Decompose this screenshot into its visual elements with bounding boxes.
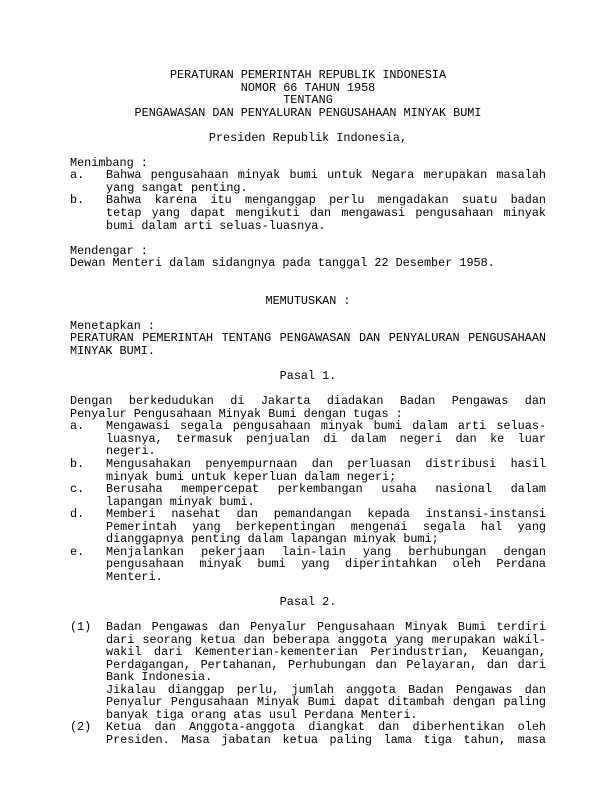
line-text: Berusaha mempercepat perkembangan usaha nasional dalam <box>106 482 546 497</box>
line-text: Ketua dan Anggota-anggota diangkat dan diberhentikan oleh <box>106 720 546 735</box>
line-text: negeri. <box>106 444 156 459</box>
list-label: b. <box>70 193 85 208</box>
line-text: PERATURAN PEMERINTAH TENTANG PENGAWASAN DAN PENYALURAN PENGUSAHAAN <box>70 331 546 346</box>
line-text: PERATURAN PEMERINTAH REPUBLIK INDONESIA <box>169 68 447 82</box>
line-text: wakil dari Kementerian-kementerian Perindustrian, Keuangan, <box>106 645 546 660</box>
blank-line <box>70 144 546 157</box>
line-text: Presiden Republik Indonesia, <box>208 130 408 145</box>
line-text: bumi dalam arti seluas-luasnya. <box>106 218 326 233</box>
line-text: Mengawasi segala pengusahaan minyak bumi dalam arti seluas- <box>106 419 546 434</box>
blank-line <box>70 270 546 283</box>
list-label: b. <box>70 456 85 471</box>
list-label: e. <box>70 544 85 559</box>
line-text: Bahwa karena itu menganggap perlu mengadakan suatu badan <box>106 193 546 208</box>
line-text: MINYAK BUMI. <box>70 344 155 359</box>
line-text: Pemerintah yang berkepentingan mengenai segala hal yang <box>106 519 546 534</box>
text-line <box>70 734 546 747</box>
line-text: Perdagangan, Pertahanan, Perhubungan dan Pelayaran, dan dari <box>106 657 546 672</box>
text-line <box>70 508 546 521</box>
line-text: luasnya, termasuk penjualan di dalam negeri dan ke luar <box>106 431 546 446</box>
line-text: Pasal 2. <box>279 594 337 609</box>
list-label: a. <box>70 168 85 183</box>
blank-line <box>70 119 546 132</box>
line-text: Badan Pengawas dan Penyalur Pengusahaan Minyak Bumi terdiri <box>106 620 546 635</box>
list-label: (2) <box>70 720 92 735</box>
text-line <box>70 483 546 496</box>
line-text: MEMUTUSKAN : <box>265 293 351 308</box>
text-line <box>70 621 546 634</box>
line-text: Bahwa pengusahaan minyak bumi untuk Negara merupakan masalah <box>106 168 546 183</box>
line-text: Pasal 1. <box>279 369 337 384</box>
heading-line <box>70 107 546 120</box>
line-text: Mendengar : <box>70 243 148 258</box>
text-line <box>70 671 546 684</box>
line-text: Menimbang : <box>70 155 148 170</box>
line-text: Menteri. <box>106 569 163 584</box>
line-text: Penyalur Pengusahaan Minyak Bumi dengan tugas : <box>70 406 403 421</box>
line-text: lapangan minyak bumi. <box>106 494 255 509</box>
line-text: Mengusahakan penyempurnaan dan perluasan distribusi hasil <box>106 456 546 471</box>
heading-line <box>70 69 546 82</box>
heading-line <box>70 132 546 145</box>
blank-line <box>70 232 546 245</box>
line-text: Bank Indonesia. <box>106 670 213 685</box>
line-text: Dewan Menteri dalam sidangnya pada tanggal 22 Desember 1958. <box>70 256 495 271</box>
line-text: PENGAWASAN DAN PENYALURAN PENGUSAHAAN MINYAK BUMI <box>134 105 482 120</box>
heading-line <box>70 295 546 308</box>
text-line <box>70 646 546 659</box>
line-text: Presiden. Masa jabatan ketua paling lama tiga tahun, masa <box>106 732 546 747</box>
line-text: Menetapkan : <box>70 318 155 333</box>
line-text: NOMOR 66 TAHUN 1958 <box>240 80 376 95</box>
line-text: TENTANG <box>283 93 333 108</box>
text-line <box>70 558 546 571</box>
heading-line <box>70 94 546 107</box>
line-text: minyak bumi untuk keperluan dalam negeri; <box>106 469 397 484</box>
text-line <box>70 395 546 408</box>
line-text: Menjalankan pekerjaan lain-lain yang berhubungan dengan <box>106 544 546 559</box>
heading-line <box>70 596 546 609</box>
text-line <box>70 420 546 433</box>
line-text: Penyalur Pengusahaan Minyak Bumi dapat ditambah dengan paling <box>106 695 546 710</box>
blank-line <box>70 282 546 295</box>
line-text: dari seorang ketua dan beberapa anggota yang merupakan wakil- <box>106 632 546 647</box>
line-text: Dengan berkedudukan di Jakarta diadakan Badan Pengawas dan <box>70 394 546 409</box>
document-page <box>70 69 546 747</box>
line-text: tetap yang dapat mengikuti dan mengawasi pengusahaan minyak <box>106 206 546 221</box>
line-text: dianggapnya penting dalam lapangan minyak bumi; <box>106 532 439 547</box>
text-line <box>70 696 546 709</box>
list-label: d. <box>70 507 85 522</box>
text-line <box>70 571 546 584</box>
text-line <box>70 458 546 471</box>
heading-line <box>70 370 546 383</box>
list-label: a. <box>70 419 85 434</box>
list-label: c. <box>70 482 85 497</box>
list-label: (1) <box>70 620 92 635</box>
line-text: banyak tiga orang atas usul Perdana Menteri. <box>106 707 418 722</box>
text-line <box>70 207 546 220</box>
text-line <box>70 220 546 233</box>
text-line <box>70 257 546 270</box>
line-text: Jikalau dianggap perlu, jumlah anggota Badan Pengawas dan <box>106 682 546 697</box>
line-text: Memberi nasehat dan pemandangan kepada instansi-instansi <box>106 507 546 522</box>
line-text: yang sangat penting. <box>106 180 248 195</box>
text-line <box>70 533 546 546</box>
text-line <box>70 345 546 358</box>
line-text: pengusahaan minyak bumi yang diperintahkan oleh Perdana <box>106 557 546 572</box>
